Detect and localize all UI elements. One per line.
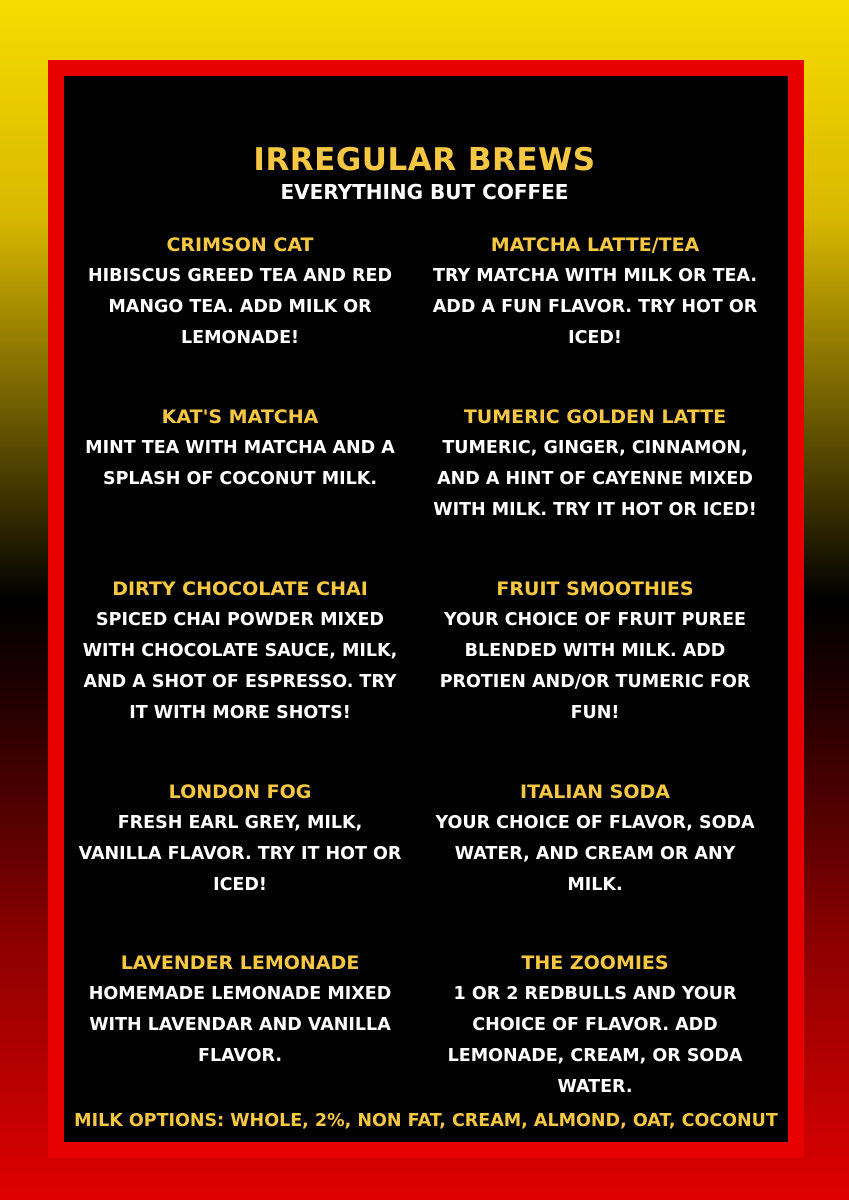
menu-item-name: DIRTY CHOCOLATE CHAI: [112, 578, 368, 600]
menu-item-name: THE ZOOMIES: [521, 952, 669, 974]
menu-item-description: YOUR CHOICE OF FLAVOR, SODA WATER, AND CREAM OR ANY MILK.: [435, 813, 755, 895]
menu-item-name: FRUIT SMOOTHIES: [496, 578, 694, 600]
menu-item-italian-soda: [430, 780, 760, 901]
milk-options-footer: MILK OPTIONS: WHOLE, 2%, NON FAT, CREAM, ALMOND, OAT, COCONUT: [74, 1111, 778, 1131]
menu-item-london-fog: [75, 780, 405, 901]
menu-item-matcha-latte: [430, 233, 760, 354]
menu-item-name: MATCHA LATTE/TEA: [490, 234, 700, 256]
menu-item-description: HIBISCUS GREED TEA AND RED MANGO TEA. ADD MILK OR LEMONADE!: [87, 266, 393, 348]
menu-item-name: TUMERIC GOLDEN LATTE: [463, 406, 727, 428]
menu-item-description: YOUR CHOICE OF FRUIT PUREE BLENDED WITH MILK. ADD PROTIEN AND/OR TUMERIC FOR FUN!: [439, 610, 751, 723]
menu-item-name: CRIMSON CAT: [166, 234, 314, 256]
menu-item-name: LONDON FOG: [168, 781, 312, 803]
menu-item-kats-matcha: [75, 405, 405, 495]
menu-subtitle: EVERYTHING BUT COFFEE: [280, 180, 569, 204]
menu-item-name: ITALIAN SODA: [520, 781, 670, 803]
menu-item-the-zoomies: [430, 951, 760, 1103]
menu-item-tumeric-golden-latte: [430, 405, 760, 526]
menu-title: IRREGULAR BREWS: [253, 142, 596, 178]
menu-item-description: FRESH EARL GREY, MILK, VANILLA FLAVOR. TRY IT HOT OR ICED!: [78, 813, 402, 895]
menu-item-description: 1 OR 2 REDBULLS AND YOUR CHOICE OF FLAVOR. ADD LEMONADE, CREAM, OR SODA WATER.: [447, 984, 743, 1097]
menu-item-name: LAVENDER LEMONADE: [120, 952, 360, 974]
menu-item-dirty-chocolate-chai: [75, 577, 405, 729]
menu-item-description: TRY MATCHA WITH MILK OR TEA. ADD A FUN FLAVOR. TRY HOT OR ICED!: [432, 266, 758, 348]
menu-item-name: KAT'S MATCHA: [161, 406, 319, 428]
menu-item-description: SPICED CHAI POWDER MIXED WITH CHOCOLATE SAUCE, MILK, AND A SHOT OF ESPRESSO. TRY IT WITH MORE SHOTS!: [82, 610, 398, 723]
menu-item-fruit-smoothies: [430, 577, 760, 729]
menu-item-description: TUMERIC, GINGER, CINNAMON, AND A HINT OF CAYENNE MIXED WITH MILK. TRY IT HOT OR ICED!: [433, 438, 757, 520]
menu-item-lavender-lemonade: [75, 951, 405, 1072]
menu-item-description: MINT TEA WITH MATCHA AND A SPLASH OF COCONUT MILK.: [85, 438, 395, 489]
menu-item-crimson-cat: [75, 233, 405, 354]
menu-item-description: HOMEMADE LEMONADE MIXED WITH LAVENDAR AND VANILLA FLAVOR.: [88, 984, 392, 1066]
